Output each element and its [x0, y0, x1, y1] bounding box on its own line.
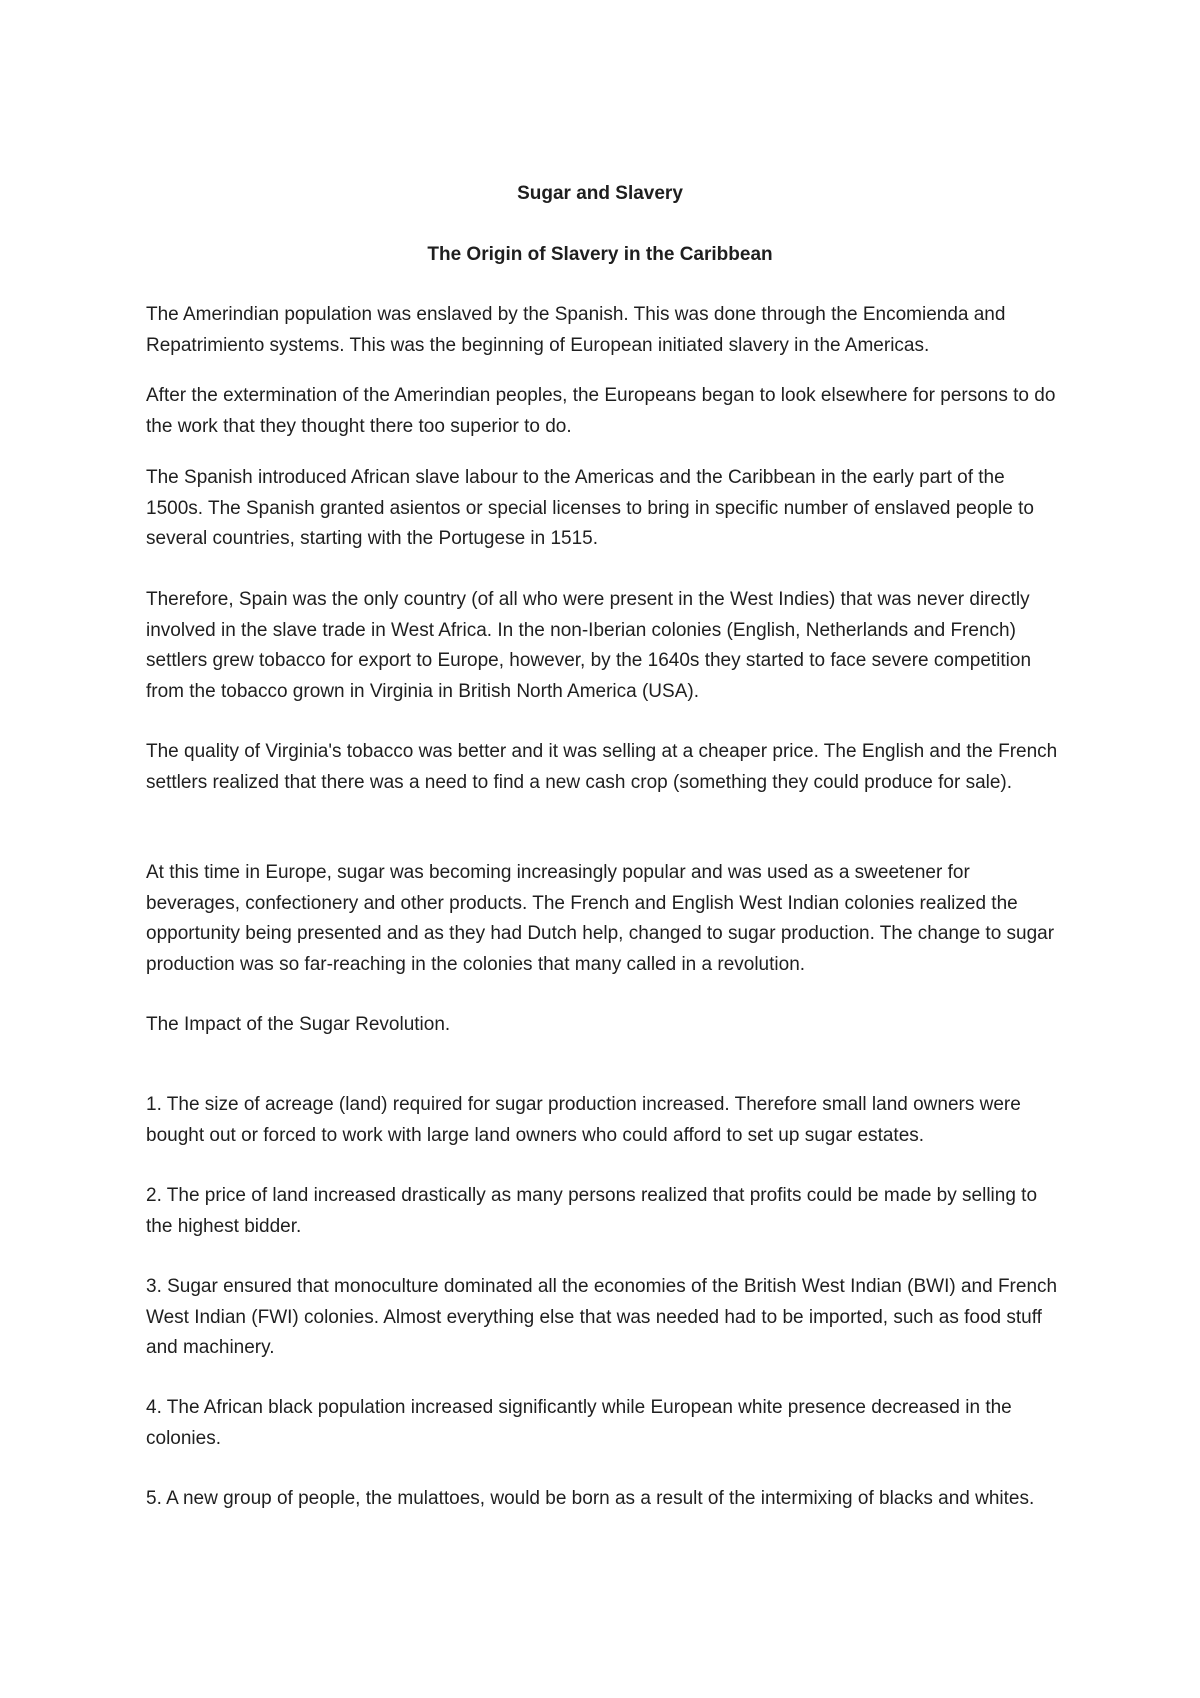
impact-item: 3. Sugar ensured that monoculture dominated all the economies of the British West Indian (BWI) and French West Indian (FWI) colonies. Almost everything else that was needed had to be imported, such as food stuff and machinery. — [146, 1276, 1058, 1358]
impact-item: 1. The size of acreage (land) required for sugar production increased. Therefore small land owners were bought out or forced to work with large land owners who could afford to set up sugar estates. — [146, 1094, 1021, 1146]
paragraph: The quality of Virginia's tobacco was better and it was selling at a cheaper price. The English and the French settlers realized that there was a need to find a new cash crop (something they could produce for sale). — [146, 741, 1058, 793]
paragraph: At this time in Europe, sugar was becoming increasingly popular and was used as a sweetener for beverages, confectionery and other products. The French and English West Indian colonies realized the opportunity being presented and as they had Dutch help, changed to sugar production. The change to sugar production was so far-reaching in the colonies that many called in a revolution. — [146, 862, 1055, 975]
impact-item: 5. A new group of people, the mulattoes, would be born as a result of the intermixing of blacks and whites. — [146, 1488, 1035, 1509]
section-heading: The Origin of Slavery in the Caribbean — [427, 244, 773, 265]
paragraph: Therefore, Spain was the only country (of all who were present in the West Indies) that was never directly involved in the slave trade in West Africa. In the non-Iberian colonies (English, Netherlands and French) settlers grew tobacco for export to Europe, however, by the 1640s they started to face severe competition from the tobacco grown in Virginia in British North America (USA). — [146, 589, 1032, 702]
impact-item: 4. The African black population increased significantly while European white presence decreased in the colonies. — [146, 1397, 1012, 1449]
paragraph: The Spanish introduced African slave labour to the Americas and the Caribbean in the early part of the 1500s. The Spanish granted asientos or special licenses to bring in specific number of enslaved people to several countries, starting with the Portugese in 1515. — [146, 467, 1034, 549]
paragraph: After the extermination of the Amerindian peoples, the Europeans began to look elsewhere for persons to do the work that they thought there too superior to do. — [146, 385, 1056, 437]
impact-heading: The Impact of the Sugar Revolution. — [146, 1014, 451, 1035]
impact-item: 2. The price of land increased drastically as many persons realized that profits could be made by selling to the highest bidder. — [146, 1185, 1038, 1237]
paragraph: The Amerindian population was enslaved by the Spanish. This was done through the Encomienda and Repatrimiento systems. This was the beginning of European initiated slavery in the Americas. — [146, 304, 1006, 356]
document-title: Sugar and Slavery — [517, 183, 683, 204]
